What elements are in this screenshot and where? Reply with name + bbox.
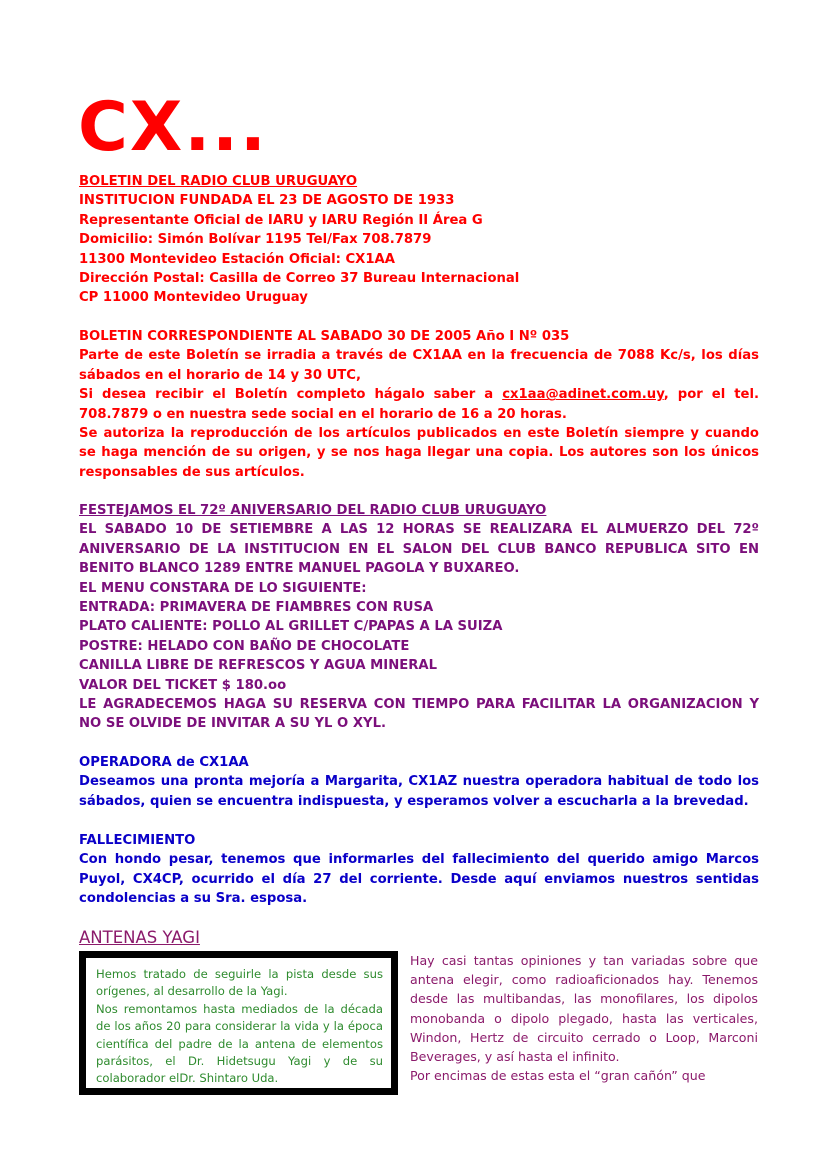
subscribe-prefix: Si desea recibir el Boletín completo hágalo saber a <box>79 387 503 403</box>
bulletin-info <box>79 327 759 482</box>
menu-line: EL MENU CONSTARA DE LO SIGUIENTE: <box>79 580 367 596</box>
menu-line: VALOR DEL TICKET $ 180.oo <box>79 677 287 693</box>
fallecimiento-section <box>79 831 759 909</box>
menu-line: CANILLA LIBRE DE REFRESCOS Y AGUA MINERAL <box>79 658 438 674</box>
yagi-box-paragraph: Nos remontamos hasta mediados de la década de los años 20 para considerar la vida y la época científica del padre de la antena de elementos parásitos, el Dr. Hidetsugu Yagi y de su colaborador elDr. Shintaro Uda. <box>96 1001 383 1086</box>
bulletin-heading: BOLETIN CORRESPONDIENTE AL SABADO 30 DE 2005 Año I Nº 035 <box>79 329 570 344</box>
yagi-article-paragraph: Por encimas de estas esta el “gran cañón” que <box>410 1068 706 1084</box>
anniversary-closing: LE AGRADECEMOS HAGA SU RESERVA CON TIEMPO PARA FACILITAR LA ORGANIZACION Y NO SE OLVIDE DE INVITAR A SU YL O XYL. <box>79 697 759 732</box>
bulletin-copyright-text: Se autoriza la reproducción de los artículos publicados en este Boletín siempre y cuando se haga mención de su origen, y se nos haga llegar una copia. Los autores son los únicos responsables de sus artículos. <box>79 426 759 480</box>
operadora-heading: OPERADORA de CX1AA <box>79 755 249 770</box>
cx-logo: CX... <box>78 88 268 167</box>
anniversary-section <box>79 501 759 734</box>
yagi-intro-box <box>79 951 398 1095</box>
menu-line: POSTRE: HELADO CON BAÑO DE CHOCOLATE <box>79 638 410 654</box>
header-line: Representante Oficial de IARU y IARU Región II Área G <box>79 212 483 228</box>
header-line: Domicilio: Simón Bolívar 1195 Tel/Fax 708.7879 <box>79 232 432 248</box>
anniversary-intro: EL SABADO 10 DE SETIEMBRE A LAS 12 HORAS SE REALIZARA EL ALMUERZO DEL 72º ANIVERSARIO DE LA INSTITUCION EN EL SALON DEL CLUB BANCO REPUBLICA SITO EN BENITO BLANCO 1289 ENTRE MANUEL PAGOLA Y BUXAREO. <box>79 522 759 577</box>
operadora-text: Deseamos una pronta mejoría a Margarita, CX1AZ nuestra operadora habitual de todo los sábados, quien se encuentra indispuesta, y esperamos volver a escucharla a la brevedad. <box>79 774 759 809</box>
yagi-article-text <box>410 951 758 1085</box>
bulletin-subscribe-text <box>79 385 759 424</box>
fallecimiento-heading: FALLECIMIENTO <box>79 833 196 848</box>
subscribe-suffix: , por el tel. 708.7879 o en nuestra sede social en el horario de 16 a 20 horas. <box>79 387 760 422</box>
fallecimiento-text: Con hondo pesar, tenemos que informarles del fallecimiento del querido amigo Marcos Puyol, CX4CP, ocurrido el día 27 del corriente. Desde aquí enviamos nuestros sentidas condolencias a su Sra. esposa. <box>79 852 759 907</box>
yagi-title: ANTENAS YAGI <box>79 928 200 947</box>
operadora-section <box>79 753 759 811</box>
header-line: CP 11000 Montevideo Uruguay <box>79 290 308 306</box>
yagi-article-paragraph: Hay casi tantas opiniones y tan variadas sobre que antena elegir, como radioaficionados hay. Tenemos desde las multibandas, las monofilares, los dipolos monobanda o dipolo plegado, hasta las verticales, Windon, Hertz de circuito cerrado o Loop, Marconi Beverages, y así hasta el infinito. <box>410 953 758 1065</box>
email-link[interactable]: cx1aa@adinet.com.uy <box>502 387 664 403</box>
yagi-box-text <box>96 966 383 1088</box>
club-title: BOLETIN DEL RADIO CLUB URUGUAYO <box>79 174 358 189</box>
yagi-box-paragraph: Hemos tratado de seguirle la pista desde sus orígenes, al desarrollo de la Yagi. <box>96 967 383 999</box>
bulletin-broadcast-text: Parte de este Boletín se irradia a través de CX1AA en la frecuencia de 7088 Kc/s, los días sábados en el horario de 14 y 30 UTC, <box>79 348 759 383</box>
menu-line: ENTRADA: PRIMAVERA DE FIAMBRES CON RUSA <box>79 600 434 616</box>
header-line: 11300 Montevideo Estación Oficial: CX1AA <box>79 251 395 267</box>
menu-line: PLATO CALIENTE: POLLO AL GRILLET C/PAPAS A LA SUIZA <box>79 619 503 635</box>
header-line: Dirección Postal: Casilla de Correo 37 Bureau Internacional <box>79 271 520 287</box>
header-line: INSTITUCION FUNDADA EL 23 DE AGOSTO DE 1933 <box>79 193 455 209</box>
anniversary-heading: FESTEJAMOS EL 72º ANIVERSARIO DEL RADIO CLUB URUGUAYO <box>79 503 547 518</box>
club-header <box>79 172 759 308</box>
